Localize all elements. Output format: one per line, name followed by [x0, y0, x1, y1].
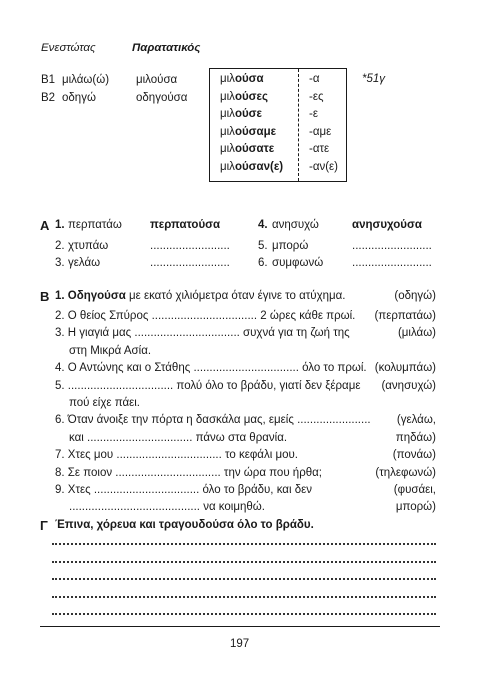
stem: μιλ	[220, 108, 235, 120]
item-number: 6.	[258, 257, 268, 269]
verb-cell: γελάω	[68, 257, 101, 269]
verb-hint: (φυσάει,	[393, 484, 436, 496]
conjugation-form	[220, 73, 264, 85]
ending: ούσαν(ε)	[234, 160, 284, 173]
verb-hint: (τηλεφωνώ)	[375, 466, 436, 479]
verb-hint: (ανησυχώ)	[381, 379, 436, 392]
conjugation-suffix: -αμε	[309, 125, 332, 138]
exercise-line: 8. Σε ποιον ................................. την ώρα που ήρθα;	[55, 466, 322, 479]
verb-imperfect: μιλούσα	[136, 74, 178, 86]
verb-hint: (περπατάω)	[374, 310, 436, 322]
writing-line[interactable]	[52, 543, 436, 545]
answer-cell: ανησυχούσα	[352, 219, 422, 231]
conjugation-form	[220, 161, 283, 173]
first-sentence: με εκατό χιλιόμετρα όταν έγινε το ατύχημα.	[125, 290, 346, 302]
exercise-line: 4. Ο Αντώνης και ο Στάθης ................................. όλο το πρωί.	[55, 362, 367, 375]
verb-present: μιλάω(ώ)	[62, 74, 110, 86]
first-number: 1.	[55, 290, 65, 302]
writing-line[interactable]	[52, 578, 436, 580]
section-c-sentence: Έπινα, χόρευα και τραγουδούσα όλο το βράδυ.	[55, 519, 314, 531]
verb-imperfect: οδηγούσα	[136, 92, 188, 104]
ending: ούσατε	[234, 143, 275, 155]
verb-cell: μπορώ	[272, 240, 309, 252]
exercise-line: 6. Όταν άνοιξε την πόρτα η δασκάλα μας, εμείς .......................	[55, 414, 371, 427]
exercise-line: πού είχε πάει.	[69, 397, 140, 409]
verb-hint: (μιλάω)	[397, 327, 436, 340]
page-number: 197	[230, 638, 250, 650]
exercise-line: 5. ................................. πολύ όλο το βράδυ, γιατί δεν ξέραμε	[55, 379, 361, 392]
reference-note: *51γ	[362, 73, 386, 85]
verb-hint: πηδάω)	[395, 431, 436, 444]
item-number: 3.	[55, 257, 65, 269]
ending: ούσα	[234, 73, 264, 85]
stem: μιλ	[220, 125, 235, 138]
conjugation-form	[220, 126, 276, 138]
answer-cell: .........................	[150, 240, 230, 252]
section-b-first-hint: (οδηγώ)	[394, 290, 436, 302]
item-number: 2.	[55, 240, 65, 252]
exercise-line: 2. Ο θείος Σπύρος ................................. 2 ώρες κάθε πρωί.	[55, 310, 356, 322]
exercise-line: ......................................... να κοιμηθώ.	[69, 501, 265, 514]
conjugation-suffix: -α	[309, 73, 320, 85]
answer-cell: .........................	[352, 257, 432, 269]
writing-line[interactable]	[52, 596, 436, 598]
column-divider	[298, 69, 299, 181]
writing-line[interactable]	[52, 613, 436, 615]
verb-hint: μπορώ)	[395, 501, 436, 514]
item-number: 5.	[258, 240, 268, 252]
section-b-first-line	[55, 290, 346, 302]
verb-hint: (πονάω)	[392, 449, 436, 462]
verb-present: οδηγώ	[62, 92, 96, 104]
ending: ούσε	[234, 108, 262, 120]
exercise-line: και ................................. πάνω στα θρανία.	[69, 431, 288, 444]
section-a-label: Α	[40, 218, 50, 233]
conjugation-suffix: -αν(ε)	[309, 160, 339, 173]
conjugation-form	[220, 91, 268, 103]
verb-cell: ανησυχώ	[272, 219, 319, 231]
exercise-line: 7. Χτες μου ................................. το κεφάλι μου.	[55, 449, 298, 462]
verb-code: Β2	[41, 92, 56, 104]
answer-cell: .........................	[150, 257, 230, 269]
answer-cell: περπατούσα	[150, 219, 221, 231]
stem: μιλ	[220, 73, 235, 85]
conjugation-suffix: -ε	[309, 108, 318, 120]
exercise-line: 9. Χτες ................................. όλο το βράδυ, και δεν	[55, 484, 312, 496]
section-b-label: Β	[40, 289, 50, 304]
item-number: 4.	[258, 219, 268, 231]
verb-cell: περπατάω	[68, 219, 122, 231]
stem: μιλ	[220, 143, 235, 155]
conjugation-form	[220, 108, 262, 120]
writing-line[interactable]	[52, 561, 436, 563]
verb-hint: (κολυμπάω)	[374, 362, 436, 375]
verb-cell: χτυπάω	[68, 240, 109, 252]
answer-cell: .........................	[352, 240, 432, 252]
exercise-line: στη Μικρά Ασία.	[69, 344, 152, 357]
verb-cell: συμφωνώ	[272, 257, 324, 269]
first-answer: Οδηγούσα	[67, 290, 126, 302]
verb-hint: (γελάω,	[396, 414, 436, 427]
exercise-line: 3. Η γιαγιά μας ................................. συχνά για τη ζωή της	[55, 327, 350, 340]
conjugation-form	[220, 143, 274, 155]
stem: μιλ	[220, 90, 235, 103]
section-c-label: Γ	[40, 518, 48, 533]
imperfect-header: Παρατατικός	[132, 42, 201, 54]
ending: ούσες	[234, 90, 268, 103]
footer-rule	[40, 626, 440, 627]
conjugation-suffix: -ες	[309, 90, 324, 103]
stem: μιλ	[220, 160, 235, 173]
ending: ούσαμε	[234, 125, 277, 138]
present-header: Ενεστώτας	[41, 42, 96, 54]
item-number: 1.	[55, 219, 65, 231]
conjugation-suffix: -ατε	[309, 143, 330, 155]
verb-code: Β1	[41, 74, 56, 86]
